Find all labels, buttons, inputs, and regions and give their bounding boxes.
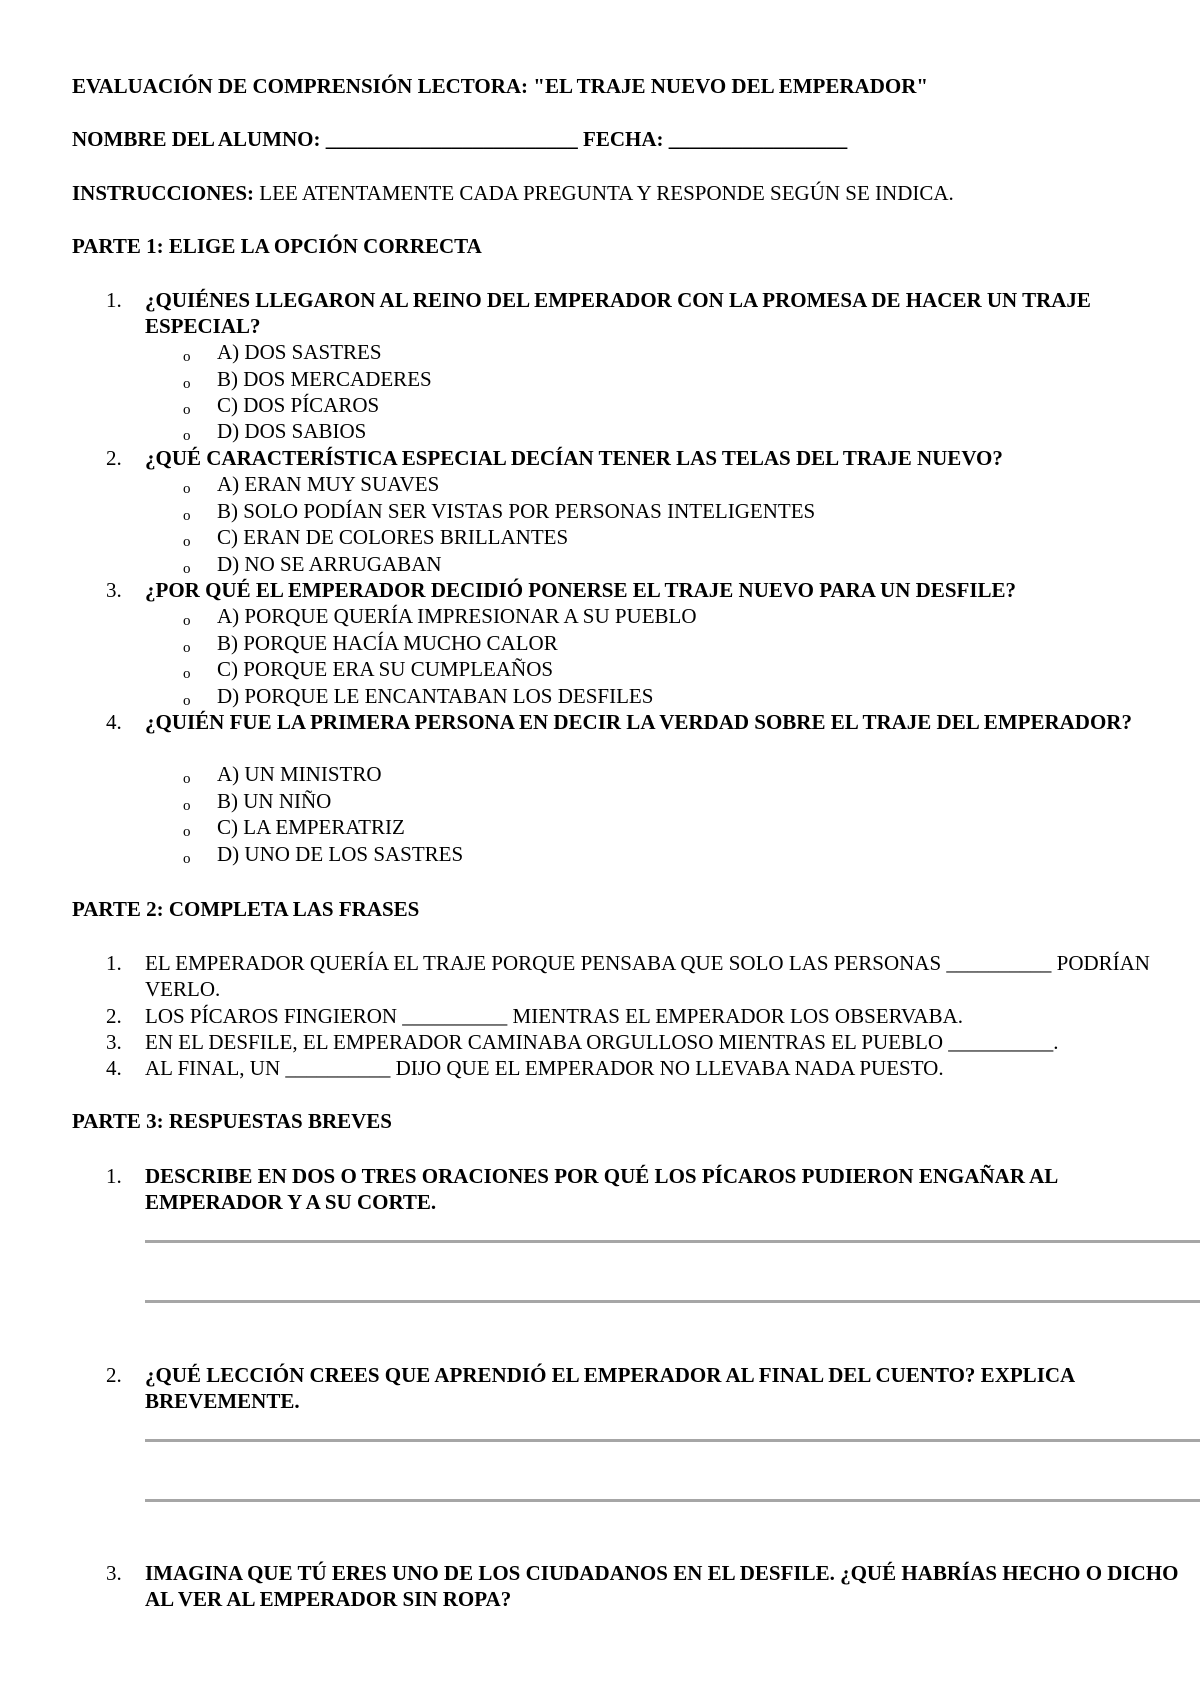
part2-title: PARTE 2: COMPLETA LAS FRASES (72, 897, 420, 921)
bullet-icon: o (183, 613, 191, 629)
bullet-icon: o (183, 402, 191, 418)
page-title: EVALUACIÓN DE COMPRENSIÓN LECTORA: "EL TRAJE NUEVO DEL EMPERADOR" (72, 74, 929, 98)
bullet-icon: o (183, 481, 191, 497)
name-field[interactable]: ________________________ (325, 127, 578, 151)
option[interactable]: o B) UN NIÑO (217, 788, 331, 815)
bullet-icon: o (183, 640, 191, 656)
question-text: DESCRIBE EN DOS O TRES ORACIONES POR QUÉ LOS PÍCAROS PUDIERON ENGAÑAR AL EMPERADOR Y A SU CORTE. (145, 1164, 1058, 1214)
question-number: 3. (106, 578, 122, 602)
question-text: ¿QUÉ CARACTERÍSTICA ESPECIAL DECÍAN TENER LAS TELAS DEL TRAJE NUEVO? (145, 446, 1003, 470)
option[interactable]: o D) DOS SABIOS (217, 418, 366, 445)
item-text[interactable]: LOS PÍCAROS FINGIERON __________ MIENTRAS EL EMPERADOR LOS OBSERVABA. (145, 1004, 963, 1028)
bullet-icon: o (183, 771, 191, 787)
option[interactable]: o A) ERAN MUY SUAVES (217, 471, 439, 498)
option[interactable]: o B) DOS MERCADERES (217, 366, 432, 393)
option[interactable]: o B) PORQUE HACÍA MUCHO CALOR (217, 630, 558, 657)
question-text: ¿POR QUÉ EL EMPERADOR DECIDIÓ PONERSE EL TRAJE NUEVO PARA UN DESFILE? (145, 578, 1017, 602)
item-number: 4. (106, 1056, 122, 1080)
instructions-label: INSTRUCCIONES: (72, 181, 255, 205)
item-number: 1. (106, 951, 122, 975)
option[interactable]: o C) PORQUE ERA SU CUMPLEAÑOS (217, 656, 553, 683)
item-text[interactable]: EL EMPERADOR QUERÍA EL TRAJE PORQUE PENSABA QUE SOLO LAS PERSONAS __________ PODRÍAN VERLO. (145, 951, 1150, 1001)
option[interactable]: o D) UNO DE LOS SASTRES (217, 841, 463, 868)
question-number: 4. (106, 710, 122, 734)
option[interactable]: o A) DOS SASTRES (217, 339, 382, 366)
bullet-icon: o (183, 851, 191, 867)
part3-title: PARTE 3: RESPUESTAS BREVES (72, 1109, 392, 1133)
bullet-icon: o (183, 349, 191, 365)
instructions (72, 180, 954, 207)
answer-line[interactable] (145, 1499, 1200, 1502)
option[interactable]: o A) PORQUE QUERÍA IMPRESIONAR A SU PUEBLO (217, 603, 697, 630)
item-number: 3. (106, 1030, 122, 1054)
question-number: 2. (106, 446, 122, 470)
option[interactable]: o C) LA EMPERATRIZ (217, 814, 405, 841)
question-number: 1. (106, 288, 122, 312)
question-text: ¿QUÉ LECCIÓN CREES QUE APRENDIÓ EL EMPERADOR AL FINAL DEL CUENTO? EXPLICA BREVEMENTE. (145, 1363, 1075, 1413)
item-number: 2. (106, 1004, 122, 1028)
question-text: ¿QUIÉNES LLEGARON AL REINO DEL EMPERADOR CON LA PROMESA DE HACER UN TRAJE ESPECIAL? (145, 288, 1091, 338)
answer-line[interactable] (145, 1439, 1200, 1442)
item-text[interactable]: AL FINAL, UN __________ DIJO QUE EL EMPERADOR NO LLEVABA NADA PUESTO. (145, 1056, 944, 1080)
question-text: IMAGINA QUE TÚ ERES UNO DE LOS CIUDADANOS EN EL DESFILE. ¿QUÉ HABRÍAS HECHO O DICHO AL VER AL EMPERADOR SIN ROPA? (145, 1561, 1179, 1611)
question-number: 3. (106, 1561, 122, 1585)
name-date-line (72, 126, 847, 153)
question-number: 1. (106, 1164, 122, 1188)
bullet-icon: o (183, 376, 191, 392)
instructions-text: LEE ATENTAMENTE CADA PREGUNTA Y RESPONDE SEGÚN SE INDICA. (259, 181, 954, 205)
name-label: NOMBRE DEL ALUMNO: (72, 127, 321, 151)
option[interactable]: o D) NO SE ARRUGABAN (217, 551, 442, 578)
date-field[interactable]: _________________ (668, 127, 848, 151)
bullet-icon: o (183, 561, 191, 577)
bullet-icon: o (183, 824, 191, 840)
question-number: 2. (106, 1363, 122, 1387)
option[interactable]: o B) SOLO PODÍAN SER VISTAS POR PERSONAS INTELIGENTES (217, 498, 815, 525)
option[interactable]: o A) UN MINISTRO (217, 761, 382, 788)
part1-title: PARTE 1: ELIGE LA OPCIÓN CORRECTA (72, 234, 482, 258)
bullet-icon: o (183, 534, 191, 550)
question-text: ¿QUIÉN FUE LA PRIMERA PERSONA EN DECIR LA VERDAD SOBRE EL TRAJE DEL EMPERADOR? (145, 710, 1132, 734)
bullet-icon: o (183, 508, 191, 524)
option[interactable]: o C) DOS PÍCAROS (217, 392, 379, 419)
date-label: FECHA: (583, 127, 664, 151)
answer-line[interactable] (145, 1240, 1200, 1243)
option[interactable]: o D) PORQUE LE ENCANTABAN LOS DESFILES (217, 683, 653, 710)
option[interactable]: o C) ERAN DE COLORES BRILLANTES (217, 524, 568, 551)
bullet-icon: o (183, 666, 191, 682)
bullet-icon: o (183, 428, 191, 444)
item-text[interactable]: EN EL DESFILE, EL EMPERADOR CAMINABA ORGULLOSO MIENTRAS EL PUEBLO __________. (145, 1030, 1059, 1054)
answer-line[interactable] (145, 1300, 1200, 1303)
bullet-icon: o (183, 798, 191, 814)
bullet-icon: o (183, 693, 191, 709)
